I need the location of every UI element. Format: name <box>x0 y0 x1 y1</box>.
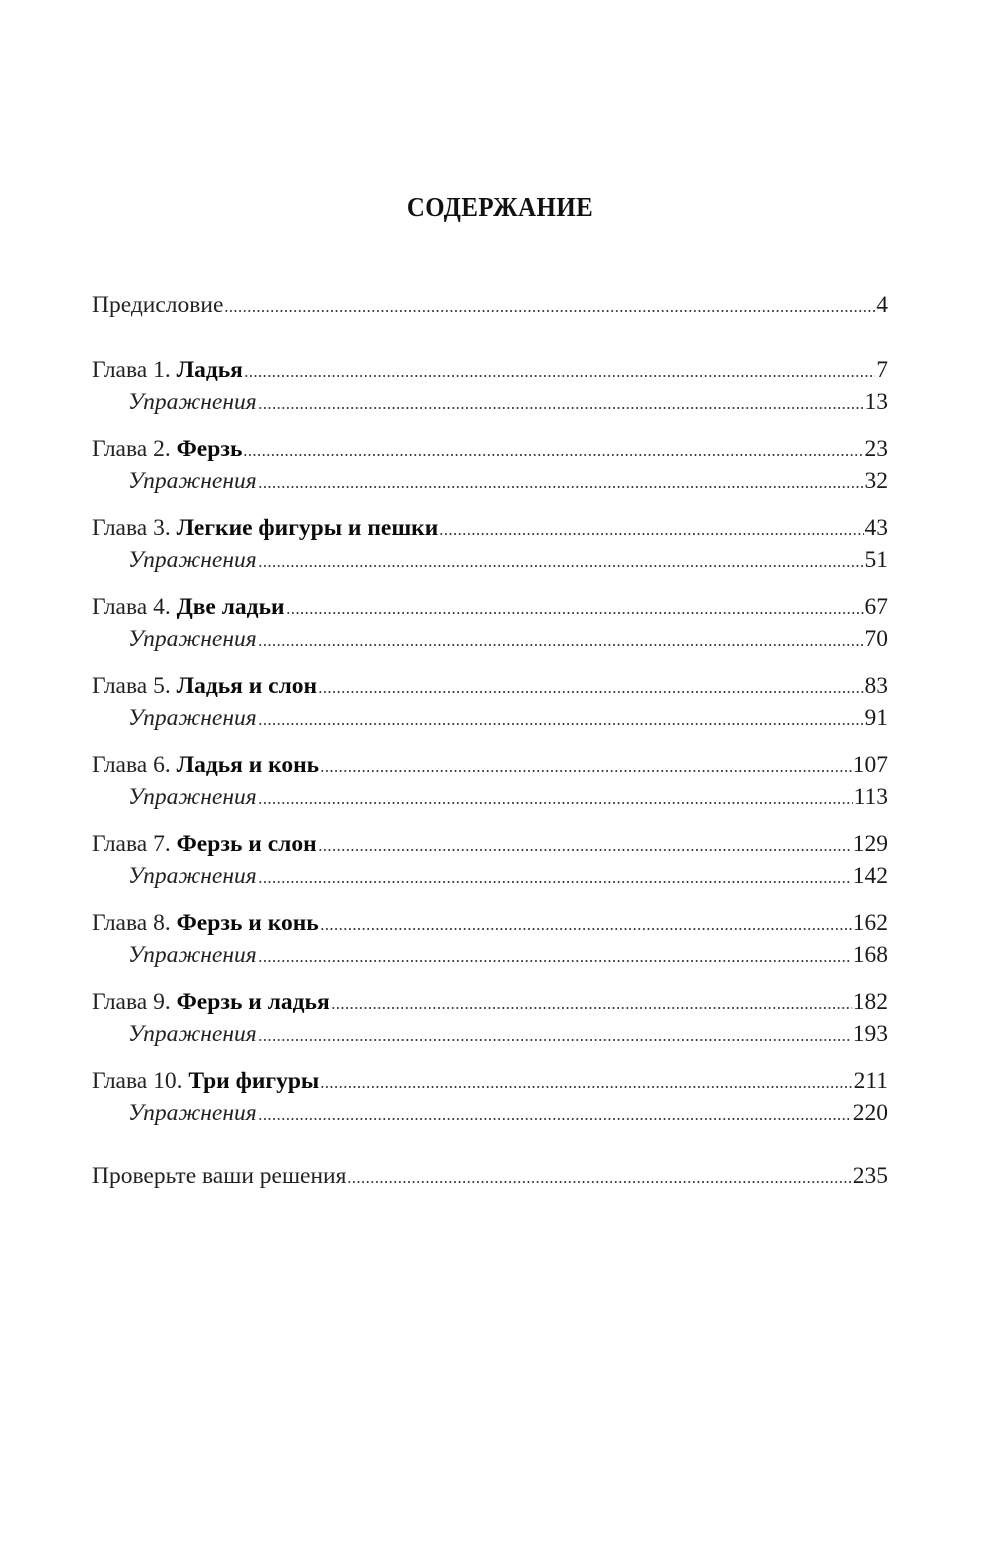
dot-leader <box>258 959 852 963</box>
chapter-title: Ферзь <box>176 436 243 462</box>
toc-entry-chapter-10[interactable] <box>92 1066 888 1096</box>
exercises-label: Упражнения <box>128 1100 257 1126</box>
dot-leader <box>347 1180 851 1184</box>
dot-leader <box>258 406 864 410</box>
toc-page-number: 142 <box>852 863 888 889</box>
toc-entry-chapter-7-exercises[interactable] <box>128 861 888 891</box>
chapter-title: Ферзь и слон <box>176 831 317 857</box>
toc-page-number: 162 <box>852 910 888 936</box>
toc-page-number: 182 <box>852 989 888 1015</box>
toc-entry-chapter-4[interactable] <box>92 592 888 622</box>
dot-leader <box>243 453 863 457</box>
dot-leader <box>258 801 853 805</box>
toc-page-number: 51 <box>864 547 888 573</box>
dot-leader <box>318 690 863 694</box>
toc-page-number: 43 <box>864 515 888 541</box>
toc-entry-chapter-6[interactable] <box>92 750 888 780</box>
toc-entry-chapter-9-exercises[interactable] <box>128 1019 888 1049</box>
toc-entry-chapter-2[interactable] <box>92 434 888 464</box>
exercises-label: Упражнения <box>128 626 257 652</box>
toc-page-number: 70 <box>864 626 888 652</box>
toc-page-number: 129 <box>852 831 888 857</box>
dot-leader <box>320 927 852 931</box>
chapter-prefix: Глава 4. <box>92 594 177 620</box>
dot-leader <box>286 611 864 615</box>
toc-page-number: 168 <box>852 942 888 968</box>
dot-leader <box>224 309 875 313</box>
toc-page-number: 83 <box>864 673 888 699</box>
chapter-title: Ферзь и конь <box>176 910 319 936</box>
chapter-prefix: Глава 7. <box>92 831 177 857</box>
chapter-prefix: Глава 8. <box>92 910 177 936</box>
dot-leader <box>258 1038 852 1042</box>
toc-entry-chapter-8-exercises[interactable] <box>128 940 888 970</box>
toc-page-number: 91 <box>864 705 888 731</box>
chapter-title: Легкие фигуры и пешки <box>176 515 439 541</box>
toc-page-number: 235 <box>852 1163 888 1189</box>
dot-leader <box>258 880 852 884</box>
exercises-label: Упражнения <box>128 705 257 731</box>
page-title: СОДЕРЖАНИЕ <box>406 192 594 222</box>
toc-entry-chapter-1[interactable] <box>92 355 888 385</box>
toc-entry-chapter-3-exercises[interactable] <box>128 545 888 575</box>
toc-page-number: 220 <box>852 1100 888 1126</box>
chapter-title: Две ладьи <box>176 594 285 620</box>
toc-entry-chapter-2-exercises[interactable] <box>128 466 888 496</box>
chapter-prefix: Глава 9. <box>92 989 177 1015</box>
toc-page-number: 32 <box>864 468 888 494</box>
chapter-prefix: Глава 6. <box>92 752 177 778</box>
toc-entry-chapter-6-exercises[interactable] <box>128 782 888 812</box>
toc-entry-label: Предисловие <box>92 292 224 318</box>
toc-page-number: 4 <box>876 292 888 318</box>
chapter-prefix: Глава 10. <box>92 1068 189 1094</box>
toc-entry-solutions[interactable] <box>92 1161 888 1191</box>
toc-page-number: 23 <box>864 436 888 462</box>
toc-entry-label: Проверьте ваши решения <box>92 1163 347 1189</box>
toc-entry-chapter-10-exercises[interactable] <box>128 1098 888 1128</box>
dot-leader <box>320 769 852 773</box>
toc-entry-chapter-4-exercises[interactable] <box>128 624 888 654</box>
toc-page-number: 13 <box>864 389 888 415</box>
chapter-prefix: Глава 3. <box>92 515 177 541</box>
toc-entry-chapter-9[interactable] <box>92 987 888 1017</box>
dot-leader <box>258 485 864 489</box>
toc-page-number: 211 <box>853 1068 888 1094</box>
exercises-label: Упражнения <box>128 1021 257 1047</box>
toc-page-number: 193 <box>852 1021 888 1047</box>
dot-leader <box>258 564 864 568</box>
dot-leader <box>258 643 864 647</box>
dot-leader <box>320 1085 852 1089</box>
chapter-prefix: Глава 5. <box>92 673 177 699</box>
chapter-title: Ладья и слон <box>176 673 318 699</box>
exercises-label: Упражнения <box>128 468 257 494</box>
chapter-prefix: Глава 1. <box>92 357 177 383</box>
toc-page-number: 113 <box>853 784 888 810</box>
exercises-label: Упражнения <box>128 784 257 810</box>
toc-entry-chapter-1-exercises[interactable] <box>128 387 888 417</box>
chapter-title: Три фигуры <box>188 1068 320 1094</box>
dot-leader <box>439 532 863 536</box>
chapter-title: Ферзь и ладья <box>176 989 330 1015</box>
toc-entry-preface[interactable] <box>92 290 888 320</box>
chapter-prefix: Глава 2. <box>92 436 177 462</box>
exercises-label: Упражнения <box>128 863 257 889</box>
toc-entry-chapter-3[interactable] <box>92 513 888 543</box>
toc-entry-chapter-8[interactable] <box>92 908 888 938</box>
chapter-title: Ладья <box>176 357 243 383</box>
dot-leader <box>318 848 852 852</box>
dot-leader <box>258 722 864 726</box>
toc-entry-chapter-7[interactable] <box>92 829 888 859</box>
toc-page-number: 67 <box>864 594 888 620</box>
dot-leader <box>258 1117 852 1121</box>
toc-page-number: 7 <box>876 357 888 383</box>
toc-page-number: 107 <box>852 752 888 778</box>
chapter-title: Ладья и конь <box>176 752 320 778</box>
exercises-label: Упражнения <box>128 547 257 573</box>
toc-entry-chapter-5[interactable] <box>92 671 888 701</box>
toc-entry-chapter-5-exercises[interactable] <box>128 703 888 733</box>
dot-leader <box>331 1006 852 1010</box>
exercises-label: Упражнения <box>128 942 257 968</box>
dot-leader <box>244 374 875 378</box>
exercises-label: Упражнения <box>128 389 257 415</box>
